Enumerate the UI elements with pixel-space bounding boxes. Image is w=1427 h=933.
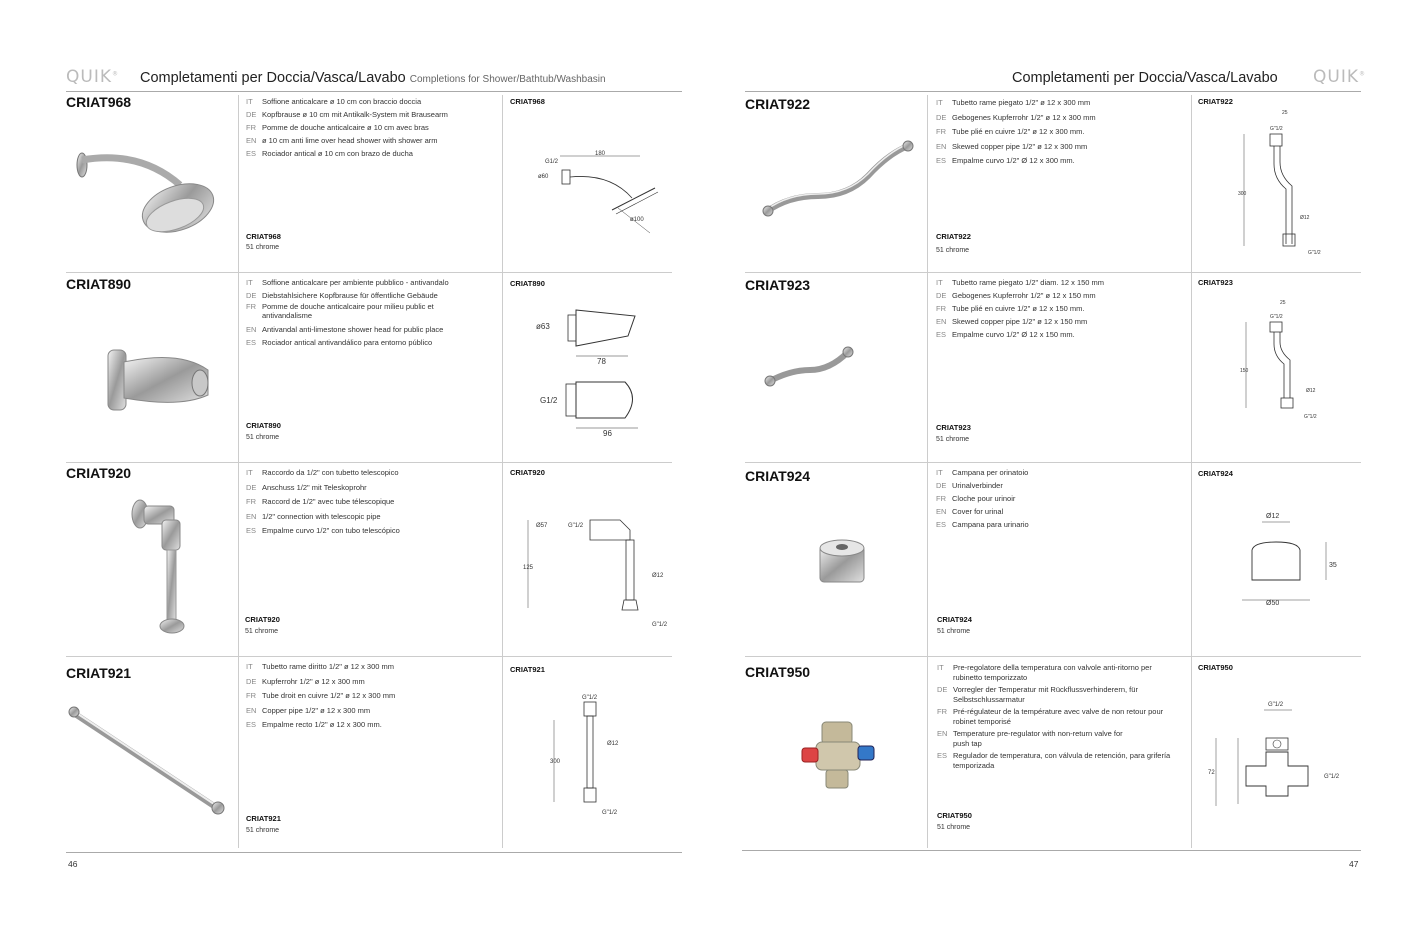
shower-head-photo bbox=[70, 140, 220, 240]
technical-drawing bbox=[540, 690, 650, 820]
product-code-small: CRIAT890 bbox=[246, 421, 281, 430]
column-divider bbox=[502, 95, 503, 848]
page-number-right: 47 bbox=[1349, 859, 1359, 869]
right-footer-rule bbox=[742, 850, 1361, 851]
technical-drawing bbox=[1230, 104, 1330, 262]
svg-text:G"1/2: G"1/2 bbox=[1270, 126, 1283, 132]
product-description: IT Raccordo da 1/2" con tubetto telescopico DE Anschuss 1/2" mit Teleskoprohr FR Raccord de 1/2" avec tube télescopique EN 1/2" connection with telescopic pipe ES Empalme curvo 1/2" con tubo telescópico bbox=[246, 468, 400, 535]
svg-text:Ø57: Ø57 bbox=[536, 523, 548, 529]
product-code-criat920: CRIAT920 bbox=[66, 465, 132, 481]
antivandal-shower-photo bbox=[100, 340, 220, 420]
drawing-code: CRIAT920 bbox=[510, 468, 545, 477]
left-footer-rule bbox=[66, 852, 682, 853]
svg-text:G"1/2: G"1/2 bbox=[1304, 414, 1317, 420]
svg-text:125: 125 bbox=[523, 565, 534, 571]
svg-text:G"1/2: G"1/2 bbox=[1268, 702, 1284, 708]
product-finish: 51 chrome bbox=[246, 434, 280, 441]
straight-pipe-photo bbox=[62, 700, 232, 825]
technical-drawing bbox=[1236, 294, 1326, 422]
telescopic-connection-photo bbox=[120, 492, 200, 642]
svg-text:Ø12: Ø12 bbox=[1300, 215, 1310, 221]
short-bent-pipe-photo bbox=[760, 340, 860, 395]
product-finish: 51 chrome bbox=[246, 244, 280, 251]
product-code-small: CRIAT923 bbox=[936, 423, 971, 432]
row-divider bbox=[745, 462, 1361, 463]
page-number-left: 46 bbox=[68, 859, 78, 869]
left-page-subtitle: Completions for Shower/Bathtub/Washbasin bbox=[409, 74, 606, 85]
product-code-criat921: CRIAT921 bbox=[66, 665, 132, 681]
drawing-code: CRIAT950 bbox=[1198, 663, 1233, 672]
product-finish: 51 chrome bbox=[936, 436, 970, 443]
row-divider bbox=[66, 462, 672, 463]
drawing-code: CRIAT968 bbox=[510, 97, 545, 106]
svg-text:G"1/2: G"1/2 bbox=[1270, 314, 1283, 320]
right-header-rule bbox=[745, 91, 1361, 92]
product-finish: 51 chrome bbox=[936, 247, 970, 254]
svg-text:Ø50: Ø50 bbox=[1266, 600, 1280, 607]
product-description: IT Campana per orinatoio DE Urinalverbinder FR Cloche pour urinoir EN Cover for urinal ES Campana para urinario bbox=[936, 468, 1029, 529]
svg-text:G"1/2: G"1/2 bbox=[582, 695, 598, 701]
product-code-criat968: CRIAT968 bbox=[66, 94, 132, 110]
drawing-code: CRIAT921 bbox=[510, 665, 545, 674]
svg-text:Ø12: Ø12 bbox=[1306, 388, 1316, 394]
product-code-small: CRIAT920 bbox=[245, 615, 280, 624]
drawing-code: CRIAT922 bbox=[1198, 97, 1233, 106]
column-divider bbox=[927, 95, 928, 848]
product-description: IT Soffione anticalcare per ambiente pubblico - antivandalo DE Diebstahlsichere Kopfbrause für öffentliche Gebäude FR Pomme de douche anticalcaire pour milieu public et antivandalisme EN Antivandal anti-limestone shower head for public place ES Rociador antical antivandálico para entorno público bbox=[246, 278, 449, 347]
svg-text:G"1/2: G"1/2 bbox=[652, 622, 668, 628]
svg-text:72: 72 bbox=[1208, 770, 1215, 776]
column-divider bbox=[238, 95, 239, 848]
svg-text:Ø12: Ø12 bbox=[1266, 513, 1280, 520]
row-divider bbox=[66, 272, 672, 273]
drawing-code: CRIAT890 bbox=[510, 279, 545, 288]
product-code-criat890: CRIAT890 bbox=[66, 276, 132, 292]
svg-text:96: 96 bbox=[603, 429, 612, 438]
product-code-small: CRIAT922 bbox=[936, 232, 971, 241]
left-header-rule bbox=[66, 91, 682, 92]
product-code-small: CRIAT950 bbox=[937, 811, 972, 820]
product-code-criat950: CRIAT950 bbox=[745, 664, 811, 680]
row-divider bbox=[745, 272, 1361, 273]
product-description: IT Soffione anticalcare ø 10 cm con braccio doccia DE Kopfbrause ø 10 cm mit Antikalk-System mit Brausearm FR Pomme de douche anticalcaire ø 10 cm avec bras EN ø 10 cm anti lime over head shower with shower arm ES Rociador antical ø 10 cm con brazo de ducha bbox=[246, 97, 448, 158]
urinal-cover-photo bbox=[816, 536, 868, 591]
product-finish: 51 chrome bbox=[246, 827, 280, 834]
technical-drawing bbox=[520, 148, 670, 238]
technical-drawing bbox=[1208, 696, 1346, 808]
product-description: IT Tubetto rame piegato 1/2" diam. 12 x 150 mm DE Gebogenes Kupferrohr 1/2" ø 12 x 150 mm FR Tube plié en cuivre 1/2" ø 12 x 150 mm. EN Skewed copper pipe 1/2" ø 12 x 150 mm ES Empalme curvo 1/2" Ø 12 x 150 mm. bbox=[936, 278, 1105, 339]
product-code-criat922: CRIAT922 bbox=[745, 96, 811, 112]
product-code-criat923: CRIAT923 bbox=[745, 277, 811, 293]
temperature-regulator-photo bbox=[796, 716, 880, 794]
svg-text:25: 25 bbox=[1282, 110, 1288, 116]
svg-text:300: 300 bbox=[550, 759, 561, 765]
column-divider bbox=[1191, 95, 1192, 848]
svg-text:150: 150 bbox=[1240, 368, 1249, 374]
brand-logo-right: QUIK® bbox=[1313, 67, 1366, 87]
svg-text:35: 35 bbox=[1329, 562, 1337, 569]
product-code-small: CRIAT924 bbox=[937, 615, 972, 624]
svg-text:G"1/2: G"1/2 bbox=[602, 810, 618, 816]
bent-pipe-photo bbox=[758, 136, 918, 226]
technical-drawing bbox=[1236, 506, 1346, 610]
drawing-code: CRIAT924 bbox=[1198, 469, 1233, 478]
svg-text:300: 300 bbox=[1238, 191, 1247, 197]
svg-text:G1/2: G1/2 bbox=[540, 396, 558, 405]
product-finish: 51 chrome bbox=[937, 628, 971, 635]
drawing-code: CRIAT923 bbox=[1198, 278, 1233, 287]
product-code-small: CRIAT968 bbox=[246, 232, 281, 241]
product-finish: 51 chrome bbox=[937, 824, 971, 831]
svg-text:25: 25 bbox=[1280, 300, 1286, 306]
svg-text:78: 78 bbox=[597, 357, 606, 366]
technical-drawing bbox=[520, 500, 670, 630]
right-page-title: Completamenti per Doccia/Vasca/Lavabo bbox=[1012, 70, 1278, 86]
svg-text:G"1/2: G"1/2 bbox=[1308, 250, 1321, 256]
svg-text:Ø12: Ø12 bbox=[607, 741, 619, 747]
product-description: IT Tubetto rame piegato 1/2" ø 12 x 300 mm DE Gebogenes Kupferrohr 1/2" ø 12 x 300 mm FR Tube plié en cuivre 1/2" ø 12 x 300 mm. EN Skewed copper pipe 1/2" ø 12 x 300 mm ES Empalme curvo 1/2" Ø 12 x 300 mm. bbox=[936, 98, 1096, 165]
svg-text:ø63: ø63 bbox=[536, 322, 550, 331]
svg-text:G"1/2: G"1/2 bbox=[568, 523, 584, 529]
technical-drawing bbox=[530, 298, 670, 443]
product-code-criat924: CRIAT924 bbox=[745, 468, 811, 484]
svg-text:ø60: ø60 bbox=[538, 174, 549, 180]
row-divider bbox=[66, 656, 672, 657]
product-description: IT Tubetto rame diritto 1/2" ø 12 x 300 mm DE Kupferrohr 1/2" ø 12 x 300 mm FR Tube droit en cuivre 1/2" ø 12 x 300 mm EN Copper pipe 1/2" ø 12 x 300 mm ES Empalme recto 1/2" ø 12 x 300 mm. bbox=[246, 662, 396, 729]
svg-text:Ø12: Ø12 bbox=[652, 573, 664, 579]
svg-text:G1/2: G1/2 bbox=[545, 159, 559, 165]
product-code-small: CRIAT921 bbox=[246, 814, 281, 823]
svg-text:ø100: ø100 bbox=[630, 217, 644, 223]
svg-text:180: 180 bbox=[595, 151, 606, 157]
product-finish: 51 chrome bbox=[245, 628, 279, 635]
product-description: IT Pre-regolatore della temperatura con valvole anti-ritorno per rubinetto temporizzato DE Vorregler der Temperatur mit Rückflussverhinderern, für Selbstschlussarmatur FR Pré-régulateur de la température avec valve de non retour pour robinet temporisé EN Temperature pre-regulator with non-return valve for push tap ES Regulador de temperatura, con válvula de retención, para grifería temporizada bbox=[937, 663, 1171, 770]
row-divider bbox=[745, 656, 1361, 657]
svg-text:G"1/2: G"1/2 bbox=[1324, 774, 1340, 780]
left-page-title: Completamenti per Doccia/Vasca/Lavabo Completions for Shower/Bathtub/Washbasin bbox=[140, 70, 606, 86]
brand-logo: QUIK® bbox=[66, 67, 119, 87]
